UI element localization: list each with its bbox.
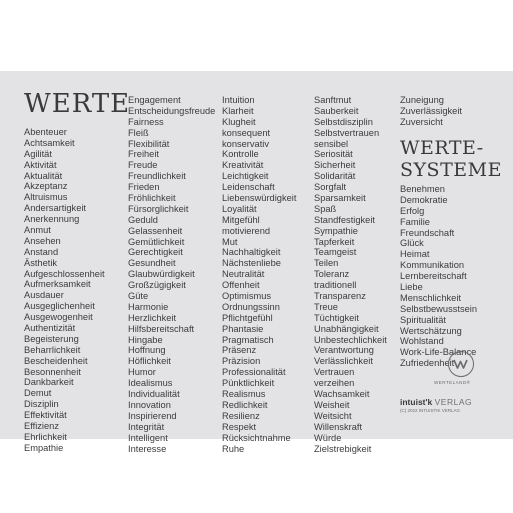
value-word: Dankbarkeit bbox=[24, 377, 74, 388]
value-word: Liebenswürdigkeit bbox=[222, 193, 297, 204]
wertesysteme-heading-line1: WERTE- bbox=[400, 137, 484, 159]
value-system-word: Wertschätzung bbox=[400, 325, 462, 336]
value-word: konsequent bbox=[222, 127, 271, 138]
value-word: Kontrolle bbox=[222, 149, 259, 160]
value-word: Ehrlichkeit bbox=[24, 431, 67, 442]
value-word: Gesundheit bbox=[128, 258, 176, 269]
value-word: Agilität bbox=[24, 148, 52, 159]
value-word: Gelassenheit bbox=[128, 225, 183, 236]
value-system-word: Freundschaft bbox=[400, 227, 455, 238]
werte-heading: WERTE bbox=[24, 89, 131, 119]
value-word: Fürsorglichkeit bbox=[128, 203, 189, 214]
value-word: Hoffnung bbox=[128, 345, 166, 356]
value-word: Glaubwürdigkeit bbox=[128, 269, 195, 280]
value-word: Interesse bbox=[128, 443, 167, 454]
value-word: Unbestechlichkeit bbox=[314, 334, 387, 345]
value-word: Mitgefühl bbox=[222, 214, 260, 225]
value-word: Herzlichkeit bbox=[128, 312, 177, 323]
value-word: Authentizität bbox=[24, 323, 76, 334]
value-word: Pragmatisch bbox=[222, 334, 274, 345]
value-word: Redlichkeit bbox=[222, 399, 268, 410]
value-word: Vertrauen bbox=[314, 367, 355, 378]
value-word: Besonnenheit bbox=[24, 366, 81, 377]
value-word: Begeisterung bbox=[24, 333, 79, 344]
value-word: Pünktlichkeit bbox=[222, 378, 275, 389]
value-word: motivierend bbox=[222, 225, 271, 236]
value-word: Sorgfalt bbox=[314, 182, 347, 193]
wertesysteme-heading-line2: SYSTEME bbox=[400, 159, 502, 181]
value-word: Effizienz bbox=[24, 421, 59, 432]
value-word: Sicherheit bbox=[314, 160, 356, 171]
w-circle-logo-icon bbox=[448, 351, 474, 377]
value-word: Loyalität bbox=[222, 203, 257, 214]
value-system-word: Selbstbewusstsein bbox=[400, 303, 477, 314]
value-word: Beharrlichkeit bbox=[24, 344, 81, 355]
value-word: Güte bbox=[128, 291, 149, 302]
values-column-2 bbox=[128, 95, 215, 454]
value-system-word: Work-Life-Balance bbox=[400, 347, 477, 358]
publisher-label: VERLAG bbox=[434, 397, 473, 407]
value-word: Klarheit bbox=[222, 105, 254, 116]
value-word: Fairness bbox=[128, 116, 164, 127]
value-word: Tüchtigkeit bbox=[314, 312, 359, 323]
value-word: Klugheit bbox=[222, 116, 256, 127]
value-word: Harmonie bbox=[128, 301, 169, 312]
value-word: Intuition bbox=[222, 95, 255, 105]
value-word: Zielstrebigkeit bbox=[314, 443, 372, 454]
values-column-5 bbox=[400, 95, 462, 128]
value-word: Mut bbox=[222, 236, 238, 247]
value-word: Unabhängigkeit bbox=[314, 323, 379, 334]
value-word: Hilfsbereitschaft bbox=[128, 323, 195, 334]
value-word: Teamgeist bbox=[314, 247, 357, 258]
value-system-word: Spiritualität bbox=[400, 314, 446, 325]
value-word: Selbstvertrauen bbox=[314, 127, 380, 138]
value-system-word: Lernbereitschaft bbox=[400, 271, 467, 282]
value-word: Sympathie bbox=[314, 225, 358, 236]
value-word: Ausgeglichenheit bbox=[24, 301, 95, 312]
publisher-logo bbox=[400, 397, 472, 407]
value-word: Demut bbox=[24, 388, 52, 399]
value-word: Bescheidenheit bbox=[24, 355, 88, 366]
value-word: Würde bbox=[314, 432, 342, 443]
value-word: Weisheit bbox=[314, 399, 350, 410]
value-word: Anmut bbox=[24, 225, 51, 236]
value-word: Verlässlichkeit bbox=[314, 356, 373, 367]
wertesysteme-heading bbox=[400, 137, 502, 181]
value-word: Intelligent bbox=[128, 432, 168, 443]
value-system-word: Demokratie bbox=[400, 194, 448, 205]
value-word: Gerechtigkeit bbox=[128, 247, 183, 258]
value-word: Höflichkeit bbox=[128, 356, 171, 367]
value-word: Abenteuer bbox=[24, 127, 67, 137]
value-word: Humor bbox=[128, 367, 156, 378]
value-word: Wachsamkeit bbox=[314, 389, 370, 400]
value-word: sensibel bbox=[314, 138, 349, 149]
value-system-word: Wohlstand bbox=[400, 336, 444, 347]
value-system-word: Kommunikation bbox=[400, 260, 465, 271]
value-word: Altruismus bbox=[24, 192, 68, 203]
value-word: traditionell bbox=[314, 280, 357, 291]
value-word: Leichtigkeit bbox=[222, 171, 269, 182]
value-word: Sparsamkeit bbox=[314, 193, 366, 204]
value-word: Realismus bbox=[222, 389, 266, 400]
value-word: Spaß bbox=[314, 203, 337, 214]
value-word: Hingabe bbox=[128, 334, 163, 345]
value-word: Ansehen bbox=[24, 235, 61, 246]
value-word: Seriosität bbox=[314, 149, 353, 160]
copyright-text: (C) 2022 INTUISTIK VERLAG bbox=[400, 408, 461, 413]
value-word: Anerkennung bbox=[24, 214, 80, 225]
value-word: Resilienz bbox=[222, 410, 260, 421]
value-word: Andersartigkeit bbox=[24, 203, 87, 214]
value-word: Ausdauer bbox=[24, 290, 64, 301]
value-word: Optimismus bbox=[222, 291, 272, 302]
value-word: Flexibilität bbox=[128, 138, 170, 149]
value-word: konservativ bbox=[222, 138, 270, 149]
values-column-3 bbox=[222, 95, 296, 454]
value-word: Respekt bbox=[222, 421, 257, 432]
value-word: Innovation bbox=[128, 399, 171, 410]
value-word: Rücksichtnahme bbox=[222, 432, 291, 443]
value-word: Präzision bbox=[222, 356, 261, 367]
logo-caption: WERTELAND® bbox=[434, 380, 471, 385]
value-word: Ruhe bbox=[222, 443, 245, 454]
value-word: Ordnungssinn bbox=[222, 301, 280, 312]
value-word: Teilen bbox=[314, 258, 339, 269]
value-system-word: Glück bbox=[400, 238, 424, 249]
value-word: Inspirierend bbox=[128, 410, 177, 421]
value-word: Nächstenliebe bbox=[222, 258, 281, 269]
value-word: Aktualität bbox=[24, 170, 63, 181]
value-system-word: Heimat bbox=[400, 249, 430, 260]
value-word: Willenskraft bbox=[314, 421, 363, 432]
value-system-word: Menschlichkeit bbox=[400, 292, 461, 303]
value-word: Leidenschaft bbox=[222, 182, 275, 193]
value-word: Nachhaltigkeit bbox=[222, 247, 281, 258]
values-column-4 bbox=[314, 95, 387, 454]
value-system-word: Familie bbox=[400, 216, 430, 227]
value-word: Freiheit bbox=[128, 149, 160, 160]
value-word: Achtsamkeit bbox=[24, 137, 75, 148]
value-system-word: Benehmen bbox=[400, 184, 445, 194]
value-word: Standfestigkeit bbox=[314, 214, 375, 225]
value-word: Sauberkeit bbox=[314, 105, 359, 116]
values-card bbox=[0, 71, 513, 454]
value-word: Offenheit bbox=[222, 280, 260, 291]
wertesysteme-column bbox=[400, 184, 477, 369]
value-word: Individualität bbox=[128, 389, 180, 400]
value-word: Integrität bbox=[128, 421, 165, 432]
value-system-word: Erfolg bbox=[400, 205, 425, 216]
value-word: Entscheidungsfreude bbox=[128, 105, 216, 116]
value-word: Zuneigung bbox=[400, 95, 444, 105]
value-word: verzeihen bbox=[314, 378, 355, 389]
value-word: Kreativität bbox=[222, 160, 264, 171]
value-word: Frieden bbox=[128, 182, 160, 193]
value-system-word: Liebe bbox=[400, 282, 423, 293]
value-word: Phantasie bbox=[222, 323, 264, 334]
values-column-1 bbox=[24, 127, 105, 454]
value-word: Treue bbox=[314, 301, 338, 312]
value-word: Aufmerksamkeit bbox=[24, 279, 91, 290]
value-word: Zuverlässigkeit bbox=[400, 105, 463, 116]
value-word: Transparenz bbox=[314, 291, 366, 302]
value-word: Aufgeschlossenheit bbox=[24, 268, 105, 279]
value-system-word: Zufriedenheit bbox=[400, 358, 455, 369]
value-word: Neutralität bbox=[222, 269, 265, 280]
value-word: Aktivität bbox=[24, 159, 57, 170]
value-word: Anstand bbox=[24, 246, 59, 257]
value-word: Weitsicht bbox=[314, 410, 352, 421]
value-word: Fröhlichkeit bbox=[128, 193, 176, 204]
value-word: Ausgewogenheit bbox=[24, 312, 93, 323]
value-word: Engagement bbox=[128, 95, 181, 105]
value-word: Gemütlichkeit bbox=[128, 236, 185, 247]
value-word: Empathie bbox=[24, 442, 64, 453]
value-word: Großzügigkeit bbox=[128, 280, 186, 291]
value-word: Professionalität bbox=[222, 367, 286, 378]
value-word: Disziplin bbox=[24, 399, 59, 410]
value-word: Verantwortung bbox=[314, 345, 374, 356]
value-word: Freundlichkeit bbox=[128, 171, 186, 182]
value-word: Geduld bbox=[128, 214, 158, 225]
value-word: Pflichtgefühl bbox=[222, 312, 273, 323]
value-word: Ästhetik bbox=[24, 257, 58, 268]
value-word: Akzeptanz bbox=[24, 181, 68, 192]
value-word: Tapferkeit bbox=[314, 236, 355, 247]
publisher-brand: intuist'k bbox=[400, 397, 433, 407]
value-word: Solidarität bbox=[314, 171, 356, 182]
value-word: Fleiß bbox=[128, 127, 149, 138]
value-word: Zuversicht bbox=[400, 116, 443, 127]
value-word: Freude bbox=[128, 160, 158, 171]
value-word: Idealismus bbox=[128, 378, 173, 389]
value-word: Präsenz bbox=[222, 345, 257, 356]
value-word: Selbstdisziplin bbox=[314, 116, 373, 127]
value-word: Effektivität bbox=[24, 410, 67, 421]
value-word: Sanftmut bbox=[314, 95, 352, 105]
value-word: Toleranz bbox=[314, 269, 350, 280]
